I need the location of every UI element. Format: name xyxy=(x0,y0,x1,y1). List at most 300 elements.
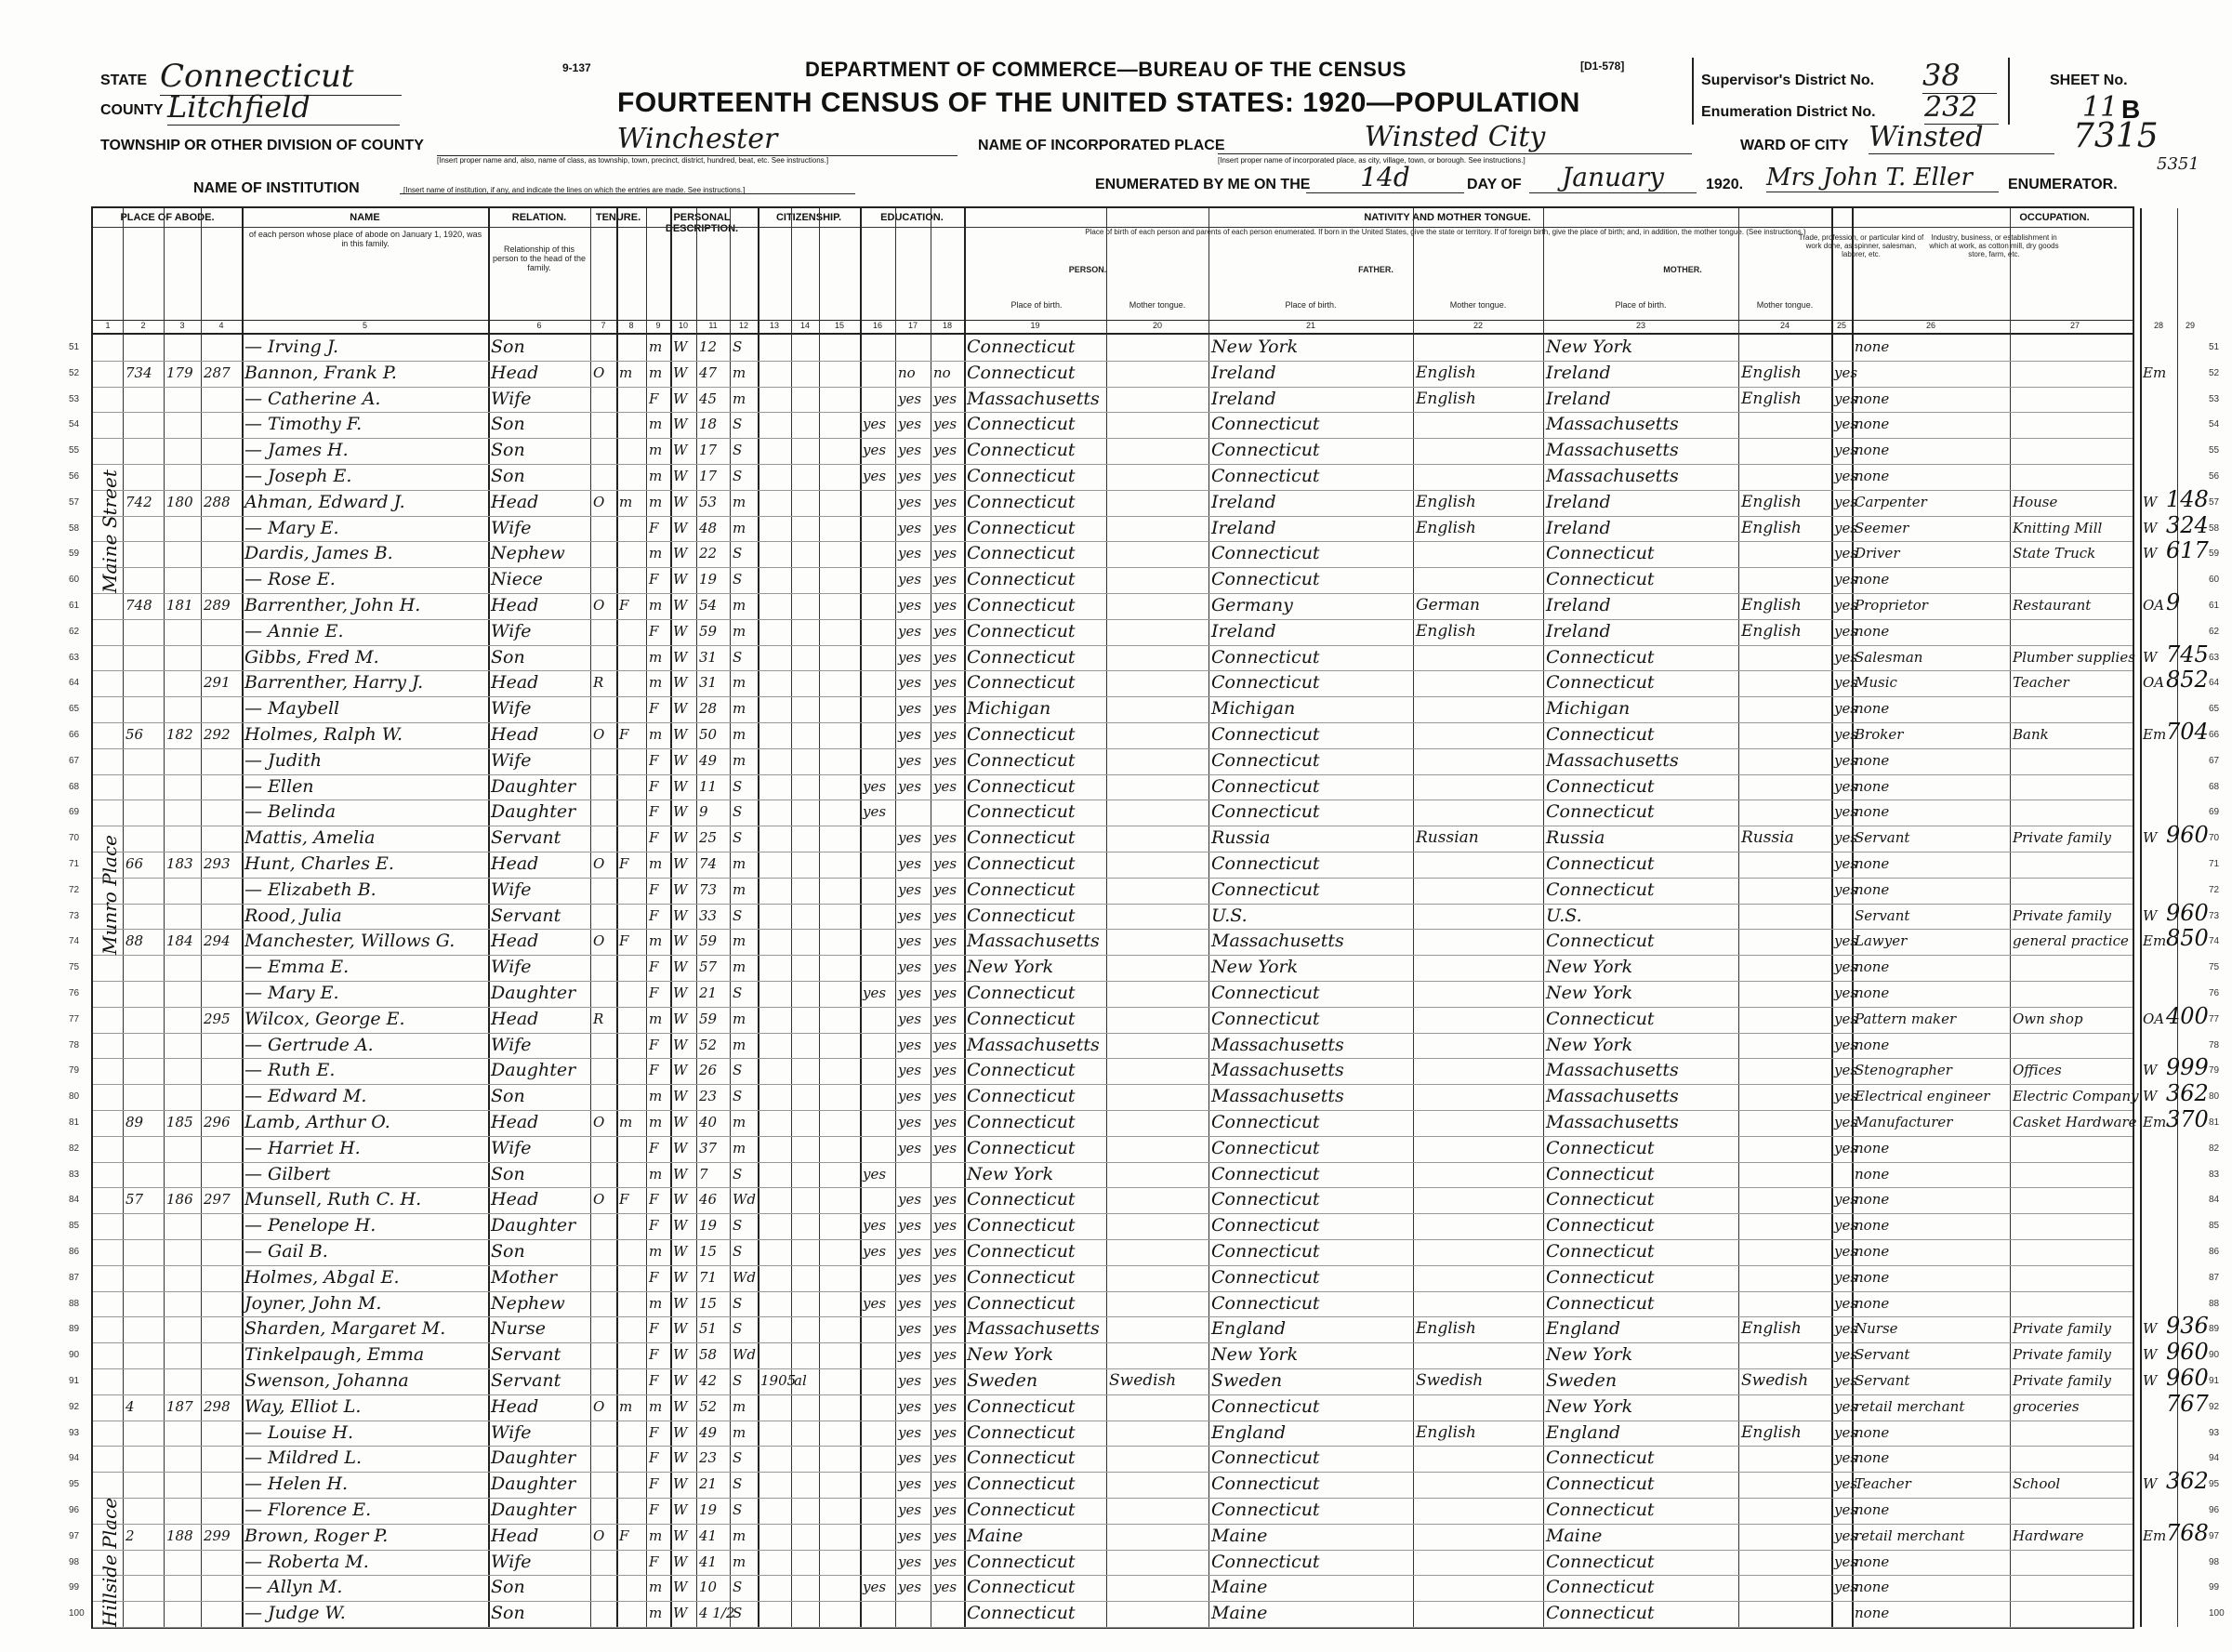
cell-race: W xyxy=(673,363,688,381)
cell-street xyxy=(96,335,122,361)
cell-sex: F xyxy=(649,1449,659,1467)
cell-name: Tinkelpaugh, Emma xyxy=(244,1344,425,1366)
cell-house xyxy=(125,1368,163,1394)
township-note: [Insert proper name and, also, name of class, as township, town, precinct, district, hundred, beat, etc. See instructions.] xyxy=(437,156,829,165)
cell-tenure xyxy=(593,1265,615,1291)
margin-tally: 400 xyxy=(2166,1002,2209,1029)
cell-marital: S xyxy=(733,1579,743,1596)
cell-pob: Connecticut xyxy=(967,879,1076,900)
cell-name: — Belinda xyxy=(244,801,337,823)
cell-tongue xyxy=(1109,852,1208,878)
cell-mtongue: English xyxy=(1741,596,1802,615)
line-number-right: 97 xyxy=(2209,1530,2220,1541)
cell-house: 748 xyxy=(125,597,152,614)
line-number-right: 59 xyxy=(2209,548,2220,560)
cell-tongue xyxy=(1109,541,1208,567)
cell-trade: none xyxy=(1855,880,1890,898)
cell-dwelling: 183 xyxy=(166,855,193,872)
header-tongue-person: Mother tongue. xyxy=(1129,300,1186,310)
cell-street xyxy=(96,1421,122,1447)
cell-mpob: New York xyxy=(1546,337,1633,357)
cell-class: Em xyxy=(2143,363,2167,381)
cell-imm xyxy=(760,670,790,696)
cell-trade: Electrical engineer xyxy=(1855,1088,1990,1105)
cell-imm xyxy=(760,1550,790,1576)
cell-eng: yes xyxy=(1834,1114,1858,1130)
cell-pob: Connecticut xyxy=(967,466,1076,486)
cell-imm xyxy=(760,1033,790,1059)
cell-relation: Daughter xyxy=(491,1215,576,1236)
cell-tongue xyxy=(1109,1394,1208,1421)
cell-mpob: Massachusetts xyxy=(1546,414,1679,435)
cell-marital: m xyxy=(733,519,746,536)
cell-write: yes xyxy=(933,571,958,588)
cell-street xyxy=(96,1394,122,1421)
cell-mtongue xyxy=(1741,1524,1830,1550)
cell-read: yes xyxy=(898,777,922,795)
cell-school: yes xyxy=(863,468,887,484)
cell-relation: Son xyxy=(491,466,525,486)
cell-industry xyxy=(2013,1265,2139,1291)
cell-eng: yes xyxy=(1834,985,1858,1001)
cell-fpob: Connecticut xyxy=(1211,569,1320,590)
cell-pob: Connecticut xyxy=(967,1086,1076,1107)
table-row xyxy=(69,748,2220,775)
cell-ftongue xyxy=(1416,1291,1542,1317)
cell-pob: Connecticut xyxy=(967,749,1076,771)
cell-ftongue xyxy=(1416,1058,1542,1084)
cell-tenure xyxy=(593,1550,615,1576)
cell-house xyxy=(125,748,163,774)
line-number: 78 xyxy=(69,1039,80,1051)
cell-mpob: Connecticut xyxy=(1546,1266,1655,1288)
cell-home xyxy=(619,1239,645,1265)
cell-imm xyxy=(760,1239,790,1265)
cell-name: — Florence E. xyxy=(244,1500,372,1520)
table-row xyxy=(69,774,2220,801)
cell-pob: New York xyxy=(967,1344,1054,1366)
cell-dwelling xyxy=(166,1575,200,1601)
cell-industry xyxy=(2013,981,2139,1007)
cell-race: W xyxy=(673,648,688,666)
column-number: 11 xyxy=(708,321,718,330)
cell-tongue xyxy=(1109,1291,1208,1317)
cell-family: 295 xyxy=(204,1010,231,1027)
cell-eng: yes xyxy=(1834,648,1858,666)
cell-dwelling xyxy=(166,412,200,438)
cell-mtongue xyxy=(1741,1213,1830,1239)
cell-tenure xyxy=(593,387,615,413)
cell-age: 26 xyxy=(699,1062,718,1079)
cell-family: 288 xyxy=(204,493,231,510)
cell-home xyxy=(619,878,645,904)
cell-imm xyxy=(760,1342,790,1368)
cell-house xyxy=(125,1550,163,1576)
cell-house xyxy=(125,387,163,413)
table-row xyxy=(69,641,2220,672)
cell-ftongue xyxy=(1416,878,1542,904)
cell-tongue xyxy=(1109,1110,1208,1136)
cell-tenure xyxy=(593,1058,615,1084)
cell-relation: Mother xyxy=(491,1266,558,1288)
cell-nat xyxy=(794,593,818,619)
cell-mtongue xyxy=(1741,852,1830,878)
cell-dwelling xyxy=(166,774,200,800)
cell-marital: m xyxy=(733,597,746,614)
cell-home xyxy=(619,464,645,490)
cell-relation: Nephew xyxy=(491,543,565,564)
group-personal: PERSONAL DESCRIPTION. xyxy=(665,212,739,234)
cell-write xyxy=(933,800,963,826)
line-number-right: 81 xyxy=(2209,1117,2220,1128)
cell-pob: Connecticut xyxy=(967,595,1076,615)
cell-fpob: Ireland xyxy=(1211,620,1276,641)
cell-name: — Allyn M. xyxy=(244,1577,343,1598)
cell-mtongue xyxy=(1741,541,1830,567)
cell-industry xyxy=(2013,619,2139,645)
cell-fpob: Connecticut xyxy=(1211,440,1320,461)
cell-marital: m xyxy=(733,751,746,769)
cell-sex: F xyxy=(649,1191,659,1209)
cell-imm xyxy=(760,1213,790,1239)
cell-industry: general practice xyxy=(2013,932,2129,950)
cell-dwelling: 186 xyxy=(166,1191,193,1209)
cell-home xyxy=(619,670,645,696)
cell-mpob: New York xyxy=(1546,1344,1633,1366)
cell-relation: Head xyxy=(491,931,539,952)
column-number: 28 xyxy=(2153,321,2163,330)
cell-trade: none xyxy=(1855,777,1890,795)
cell-home: F xyxy=(619,597,629,614)
form-number: 9-137 xyxy=(562,61,591,74)
column-number: 1 xyxy=(105,321,111,330)
cell-home xyxy=(619,1342,645,1368)
cell-relation: Son xyxy=(491,440,525,461)
cell-dwelling xyxy=(166,1265,200,1291)
cell-mpob: Connecticut xyxy=(1546,672,1655,694)
cell-relation: Head xyxy=(491,491,539,512)
cell-mpob: Ireland xyxy=(1546,595,1611,615)
cell-tenure xyxy=(593,955,615,981)
cell-tenure xyxy=(593,541,615,567)
cell-street xyxy=(96,1162,122,1188)
cell-ftongue xyxy=(1416,1213,1542,1239)
cell-tenure xyxy=(593,696,615,722)
cell-school xyxy=(863,1265,894,1291)
cell-industry: School xyxy=(2013,1475,2061,1493)
cell-street xyxy=(96,1291,122,1317)
cell-industry: Private family xyxy=(2013,1346,2111,1364)
cell-imm xyxy=(760,1472,790,1498)
cell-house: 2 xyxy=(125,1526,135,1544)
column-number: 9 xyxy=(655,321,661,330)
cell-sex: F xyxy=(649,829,659,847)
cell-imm xyxy=(760,1162,790,1188)
cell-dwelling xyxy=(166,904,200,930)
sheet-letter: B xyxy=(2121,95,2141,124)
line-number: 100 xyxy=(69,1608,85,1619)
cell-marital: S xyxy=(733,571,743,588)
street-name: Munro Place xyxy=(99,835,121,956)
cell-mpob: Massachusetts xyxy=(1546,466,1679,486)
line-number: 75 xyxy=(69,962,80,973)
cell-school xyxy=(863,748,894,774)
line-number: 54 xyxy=(69,419,80,430)
cell-eng: yes xyxy=(1834,390,1858,407)
cell-race: W xyxy=(673,442,688,459)
cell-pob: Massachusetts xyxy=(967,1318,1100,1340)
cell-read: yes xyxy=(898,597,922,614)
cell-tenure: O xyxy=(593,726,605,743)
cell-pob: Connecticut xyxy=(967,1241,1076,1262)
cell-age: 42 xyxy=(699,1372,718,1389)
header-relation-description: Relationship of this person to the head of the family. xyxy=(492,244,587,272)
cell-age: 73 xyxy=(699,880,718,898)
cell-class: Em xyxy=(2143,932,2167,950)
cell-imm xyxy=(760,1058,790,1084)
column-number: 22 xyxy=(1473,321,1483,330)
cell-home xyxy=(619,1213,645,1239)
cell-mtongue xyxy=(1741,904,1830,930)
cell-name: — Maybell xyxy=(244,698,340,720)
cell-fpob: U.S. xyxy=(1211,905,1248,926)
cell-sex: m xyxy=(649,442,663,459)
cell-tongue xyxy=(1109,490,1208,516)
cell-fpob: Connecticut xyxy=(1211,1189,1320,1210)
cell-industry xyxy=(2013,1446,2139,1472)
cell-school xyxy=(863,387,894,413)
cell-family xyxy=(204,1575,241,1601)
cell-tenure xyxy=(593,1498,615,1524)
column-number: 3 xyxy=(179,321,185,330)
cell-home xyxy=(619,1368,645,1394)
cell-ftongue: English xyxy=(1416,492,1476,511)
cell-read: yes xyxy=(898,1217,922,1235)
cell-family xyxy=(204,1291,241,1317)
cell-fpob: Massachusetts xyxy=(1211,1086,1344,1107)
cell-family xyxy=(204,748,241,774)
table-row xyxy=(69,1239,2220,1266)
cell-race: W xyxy=(673,1114,688,1130)
cell-trade: none xyxy=(1855,1605,1890,1622)
column-number: 16 xyxy=(872,321,882,330)
cell-ftongue xyxy=(1416,904,1542,930)
cell-marital: m xyxy=(733,1139,746,1156)
cell-marital: S xyxy=(733,648,743,666)
cell-family: 292 xyxy=(204,726,231,743)
cell-write: yes xyxy=(933,1036,958,1053)
cell-eng: yes xyxy=(1834,1062,1858,1079)
header-rule-numbers xyxy=(93,320,2133,321)
cell-race: W xyxy=(673,1501,688,1518)
cell-race: W xyxy=(673,390,688,407)
line-number-right: 52 xyxy=(2209,367,2220,378)
table-row xyxy=(69,1575,2220,1602)
cell-ftongue xyxy=(1416,1136,1542,1162)
cell-nat xyxy=(794,645,818,671)
cell-house xyxy=(125,516,163,542)
cell-industry: Electric Company xyxy=(2013,1088,2139,1105)
cell-marital: m xyxy=(733,1397,746,1415)
table-row xyxy=(69,822,2220,852)
cell-pob: Connecticut xyxy=(967,620,1076,641)
cell-mpob: Massachusetts xyxy=(1546,1086,1679,1107)
institution-note: [Insert name of institution, if any, and indicate the lines on which the entries are made. See instructions.] xyxy=(403,186,746,194)
line-number-right: 79 xyxy=(2209,1065,2220,1077)
cell-sex: m xyxy=(649,338,663,355)
line-number: 85 xyxy=(69,1221,80,1232)
cell-family xyxy=(204,1136,241,1162)
cell-age: 19 xyxy=(699,571,718,588)
cell-age: 54 xyxy=(699,597,718,614)
cell-dwelling xyxy=(166,1550,200,1576)
cell-class: OA xyxy=(2143,674,2165,692)
cell-tenure xyxy=(593,567,615,593)
cell-tongue xyxy=(1109,1162,1208,1188)
cell-home xyxy=(619,1136,645,1162)
cell-industry xyxy=(2013,1498,2139,1524)
cell-house: 57 xyxy=(125,1191,144,1209)
cell-relation: Head xyxy=(491,362,539,383)
cell-home xyxy=(619,412,645,438)
cell-read: yes xyxy=(898,1423,922,1441)
table-row xyxy=(69,1519,2220,1551)
cell-name: — Gertrude A. xyxy=(244,1034,374,1055)
cell-age: 23 xyxy=(699,1088,718,1105)
day-of-label: DAY OF xyxy=(1467,177,1522,192)
cell-fpob: Connecticut xyxy=(1211,543,1320,564)
enumerator-name: Mrs John T. Eller xyxy=(1766,164,1999,192)
cell-mtongue xyxy=(1741,878,1830,904)
header-industry-description: Industry, business, or establishment in which at work, as cotton mill, dry goods store, farm, etc. xyxy=(1929,233,2059,258)
cell-mtongue: English xyxy=(1741,621,1802,641)
cell-read: yes xyxy=(898,1475,922,1493)
column-number: 18 xyxy=(942,321,952,330)
cell-house xyxy=(125,1136,163,1162)
margin-tally: 768 xyxy=(2166,1519,2209,1546)
cell-class: W xyxy=(2143,906,2158,924)
line-number: 95 xyxy=(69,1479,80,1490)
cell-dwelling xyxy=(166,955,200,981)
cell-ftongue xyxy=(1416,722,1542,748)
cell-ftongue xyxy=(1416,1446,1542,1472)
cell-race: W xyxy=(673,829,688,847)
cell-race: W xyxy=(673,1605,688,1622)
cell-dwelling xyxy=(166,696,200,722)
cell-race: W xyxy=(673,1526,688,1544)
cell-relation: Servant xyxy=(491,1370,561,1391)
cell-school xyxy=(863,1110,894,1136)
cell-tongue xyxy=(1109,722,1208,748)
table-row xyxy=(69,696,2220,723)
line-number-right: 96 xyxy=(2209,1505,2220,1515)
cell-read: yes xyxy=(898,468,922,484)
cell-imm xyxy=(760,645,790,671)
cell-dwelling xyxy=(166,464,200,490)
cell-class xyxy=(2143,748,2176,774)
cell-class xyxy=(2143,438,2176,464)
cell-read: yes xyxy=(898,829,922,847)
cell-family xyxy=(204,1550,241,1576)
table-row xyxy=(69,1187,2220,1214)
cell-marital: S xyxy=(733,338,743,355)
cell-street xyxy=(96,1213,122,1239)
cell-read: yes xyxy=(898,1579,922,1596)
cell-write: yes xyxy=(933,958,958,976)
cell-dwelling xyxy=(166,1058,200,1084)
table-row xyxy=(69,1162,2220,1189)
cell-relation: Head xyxy=(491,1112,539,1132)
cell-school xyxy=(863,1084,894,1110)
cell-nat xyxy=(794,670,818,696)
cell-school: yes xyxy=(863,1217,887,1235)
cell-ftongue xyxy=(1416,335,1542,361)
cell-age: 4 1/2 xyxy=(699,1605,735,1622)
cell-race: W xyxy=(673,1268,688,1286)
header-pob-person: Place of birth. xyxy=(1010,300,1063,310)
cell-sex: F xyxy=(649,1475,659,1493)
cell-pob: Connecticut xyxy=(967,983,1076,1003)
cell-home xyxy=(619,955,645,981)
cell-dwelling xyxy=(166,670,200,696)
cell-family xyxy=(204,1446,241,1472)
cell-tenure xyxy=(593,800,615,826)
cell-relation: Head xyxy=(491,672,539,694)
cell-home xyxy=(619,1421,645,1447)
cell-family xyxy=(204,1213,241,1239)
cell-eng: yes xyxy=(1834,751,1858,769)
cell-write: yes xyxy=(933,932,958,950)
table-row xyxy=(69,667,2220,697)
line-number-right: 62 xyxy=(2209,626,2220,637)
cell-eng: yes xyxy=(1834,932,1858,950)
cell-age: 15 xyxy=(699,1294,718,1312)
cell-mpob: Connecticut xyxy=(1546,1189,1655,1210)
cell-class: Em xyxy=(2143,1526,2167,1544)
cell-relation: Wife xyxy=(491,749,532,771)
cell-fpob: Connecticut xyxy=(1211,724,1320,745)
cell-class: W xyxy=(2143,1475,2158,1493)
cell-marital: m xyxy=(733,1526,746,1544)
line-number: 61 xyxy=(69,601,80,611)
cell-eng: yes xyxy=(1834,1010,1858,1027)
cell-dwelling xyxy=(166,567,200,593)
margin-tally: 617 xyxy=(2166,537,2209,564)
line-number-right: 73 xyxy=(2209,910,2220,921)
cell-family: 298 xyxy=(204,1397,231,1415)
cell-age: 31 xyxy=(699,674,718,692)
cell-mpob: Ireland xyxy=(1546,517,1611,538)
cell-trade: Nurse xyxy=(1855,1320,1898,1338)
column-number: 4 xyxy=(218,321,224,330)
cell-sex: m xyxy=(649,1526,663,1544)
cell-marital: m xyxy=(733,493,746,510)
cell-tongue xyxy=(1109,567,1208,593)
cell-nat xyxy=(794,1498,818,1524)
cell-read: yes xyxy=(898,1268,922,1286)
cell-house xyxy=(125,438,163,464)
cell-mpob: New York xyxy=(1546,983,1633,1003)
cell-imm xyxy=(760,774,790,800)
cell-sex: F xyxy=(649,1372,659,1389)
cell-fpob: Connecticut xyxy=(1211,1292,1320,1314)
cell-dwelling xyxy=(166,748,200,774)
line-number-right: 94 xyxy=(2209,1453,2220,1464)
cell-trade: none xyxy=(1855,1217,1890,1235)
cell-tongue xyxy=(1109,361,1208,387)
cell-pob: Connecticut xyxy=(967,1500,1076,1520)
cell-name: — Catherine A. xyxy=(244,388,381,409)
